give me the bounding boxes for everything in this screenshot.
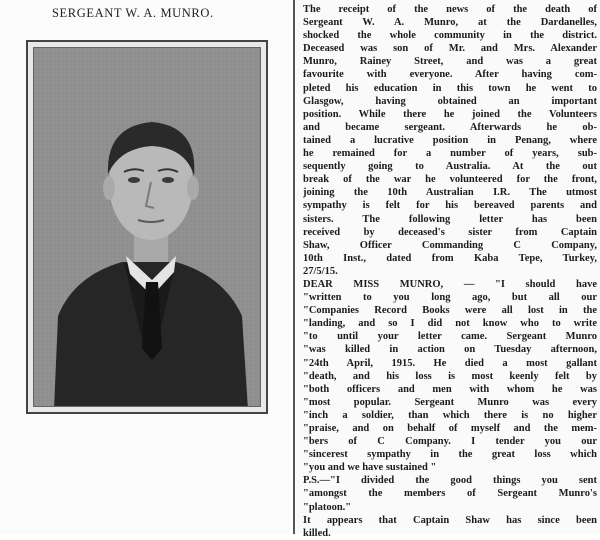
article-line: he remained for a number of years, sub- — [303, 148, 597, 160]
photo-caption: SERGEANT W. A. MUNRO. — [52, 6, 214, 20]
article-line: "amongst the members of Sergeant Munro's — [303, 488, 597, 500]
article-line: shocked the whole community in the district. — [303, 30, 597, 42]
article-line: Glasgow, having obtained an important — [303, 95, 597, 107]
column-divider — [293, 0, 295, 534]
article-line: favourite with everyone. After having com- — [303, 69, 597, 81]
article-line: Deceased was son of Mr. and Mrs. Alexander — [303, 43, 597, 55]
article-line: tained a lucrative position in Penang, where — [303, 134, 597, 146]
article-line: "you and we have sustained " — [303, 462, 437, 474]
article-line: and became sergeant. Afterwards he ob- — [303, 121, 597, 133]
article-line: Munro, Rainey Street, and was a great — [303, 56, 597, 68]
article-line: "both officers and men with whom he was — [303, 383, 597, 395]
article-line: "praise, and on behalf of myself and the mem- — [303, 423, 597, 434]
article-line: "to until your letter came. Sergeant Munro — [303, 331, 597, 343]
article-line: joining the 10th Australian I.R. The utmost — [303, 187, 597, 199]
article-line: "24th April, 1915. He died a most gallant — [303, 357, 597, 369]
article-line: killed. — [303, 527, 331, 539]
article-line: It appears that Captain Shaw has since been — [303, 514, 597, 526]
portrait-illustration — [34, 48, 261, 407]
article-line: "written to you long ago, but all our — [303, 292, 597, 304]
portrait-photo — [26, 40, 268, 414]
article-line: The receipt of the news of the death of — [303, 4, 597, 15]
article-line: "Companies Record Books were all lost in the — [303, 305, 597, 317]
article-line: sympathy is felt for his bereaved parents and — [303, 200, 597, 212]
article-line: pleted his education in this town he went to — [303, 82, 597, 94]
article-line: 27/5/15. — [303, 265, 338, 277]
article-line: P.S.—"I divided the good things you sent — [303, 475, 597, 487]
article-line: "bers of C Company. I tender you our — [303, 436, 597, 448]
article-line: break of the war he volunteered for the front, — [303, 174, 597, 186]
article-line: "most popular. Sergeant Munro was every — [303, 396, 597, 408]
article-line: received by deceased's sister from Captain — [303, 226, 597, 238]
article-line: "was killed in action on Tuesday afternoon, — [303, 344, 597, 356]
article-line: sequently going to Australia. At the out — [303, 161, 597, 173]
article-line: sisters. The following letter has been — [303, 213, 597, 225]
article-line: "inch a soldier, than which there is no higher — [303, 409, 597, 421]
article-line: "death, and his loss is most keenly felt by — [303, 370, 597, 382]
article-line: Shaw, Officer Commanding C Company, — [303, 239, 597, 251]
article-line: "sincerest sympathy in the great loss which — [303, 449, 597, 461]
article-text — [303, 3, 597, 540]
article-line: DEAR MISS MUNRO, — "I should have — [303, 278, 597, 290]
article-line: position. While there he joined the Volunteers — [303, 108, 597, 120]
article-line: "landing, and so I did not know who to write — [303, 318, 597, 330]
article-line: Sergeant W. A. Munro, at the Dardanelles, — [303, 17, 597, 29]
article-line: 10th Inst., dated from Kaba Tepe, Turkey, — [303, 252, 597, 264]
portrait-image — [33, 47, 261, 407]
article-line: "platoon." — [303, 501, 352, 513]
